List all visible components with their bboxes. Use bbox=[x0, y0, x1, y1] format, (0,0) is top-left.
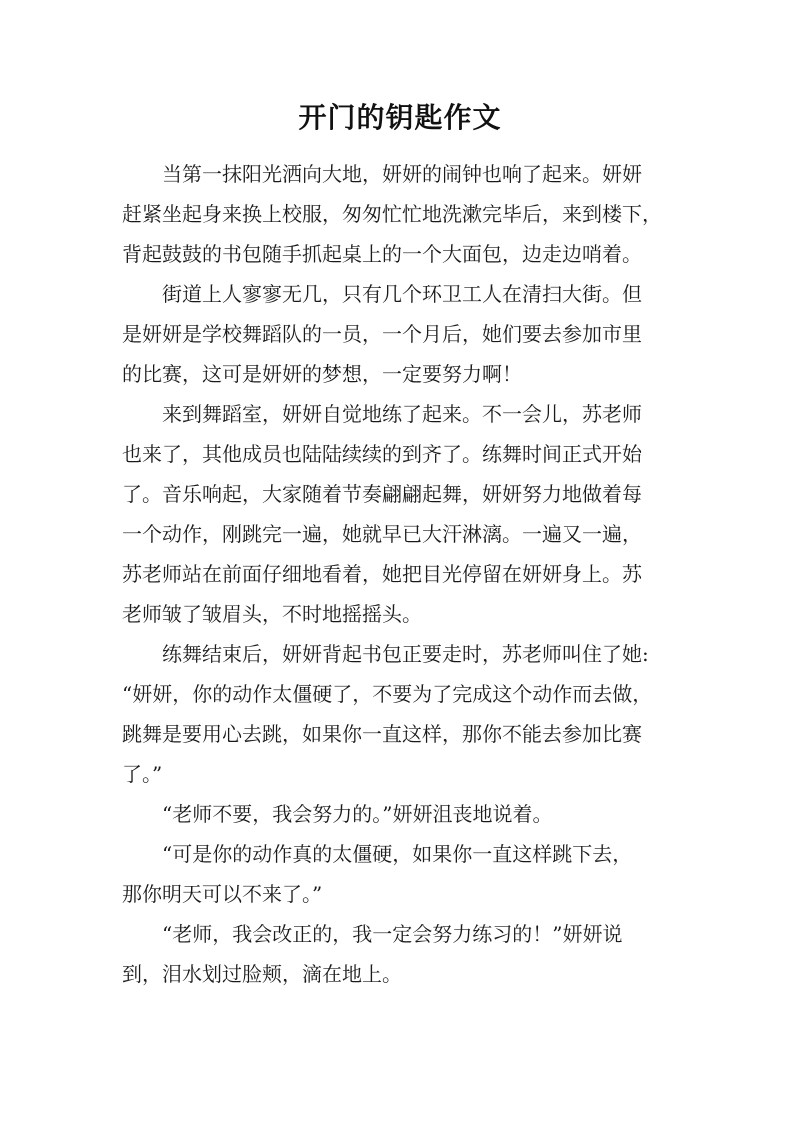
paragraph bbox=[122, 154, 682, 274]
paragraph-line: 了。” bbox=[122, 762, 163, 786]
document-title: 开门的钥匙作文 bbox=[298, 101, 502, 134]
paragraph-line: 街道上人寥寥无几，只有几个环卫工人在清扫大街。但 bbox=[162, 282, 642, 306]
paragraph-line: 的比赛，这可是妍妍的梦想，一定要努力啊！ bbox=[122, 362, 522, 386]
paragraph bbox=[122, 394, 682, 634]
paragraph-line: “可是你的动作真的太僵硬，如果你一直这样跳下去， bbox=[162, 842, 633, 866]
paragraph-line: 当第一抹阳光洒向大地，妍妍的闹钟也响了起来。妍妍 bbox=[162, 162, 642, 186]
paragraph-line: “老师不要，我会努力的。”妍妍沮丧地说着。 bbox=[162, 802, 553, 826]
paragraph bbox=[122, 274, 682, 394]
paragraph bbox=[122, 794, 682, 834]
paragraph-line: 是妍妍是学校舞蹈队的一员，一个月后，她们要去参加市里 bbox=[122, 322, 642, 346]
paragraph bbox=[122, 834, 682, 914]
paragraph-line: 背起鼓鼓的书包随手抓起桌上的一个大面包，边走边哨着。 bbox=[122, 242, 642, 266]
paragraph-line: 赶紧坐起身来换上校服，匆匆忙忙地洗漱完毕后，来到楼下， bbox=[122, 202, 662, 226]
paragraph-line: 到，泪水划过脸颊，滴在地上。 bbox=[122, 962, 402, 986]
paragraph-line: 也来了，其他成员也陆陆续续的到齐了。练舞时间正式开始 bbox=[122, 442, 642, 466]
paragraph-line: 了。音乐响起，大家随着节奏翩翩起舞，妍妍努力地做着每 bbox=[122, 482, 642, 506]
paragraph bbox=[122, 914, 682, 994]
paragraph-line: 一个动作，刚跳完一遍，她就早已大汗淋漓。一遍又一遍， bbox=[122, 522, 642, 546]
paragraph-line: “妍妍，你的动作太僵硬了，不要为了完成这个动作而去做， bbox=[122, 682, 653, 706]
paragraph-line: 跳舞是要用心去跳，如果你一直这样，那你不能去参加比赛 bbox=[122, 722, 642, 746]
document-body bbox=[122, 154, 682, 994]
paragraph bbox=[122, 634, 682, 794]
paragraph-line: 练舞结束后，妍妍背起书包正要走时，苏老师叫住了她: bbox=[162, 642, 649, 666]
paragraph-line: “老师，我会改正的，我一定会努力练习的！”妍妍说 bbox=[162, 922, 623, 946]
paragraph-line: 来到舞蹈室，妍妍自觉地练了起来。不一会儿，苏老师 bbox=[162, 402, 642, 426]
paragraph-line: 那你明天可以不来了。” bbox=[122, 882, 323, 906]
paragraph-line: 老师皱了皱眉头，不时地摇摇头。 bbox=[122, 602, 422, 626]
paragraph-line: 苏老师站在前面仔细地看着，她把目光停留在妍妍身上。苏 bbox=[122, 562, 642, 586]
